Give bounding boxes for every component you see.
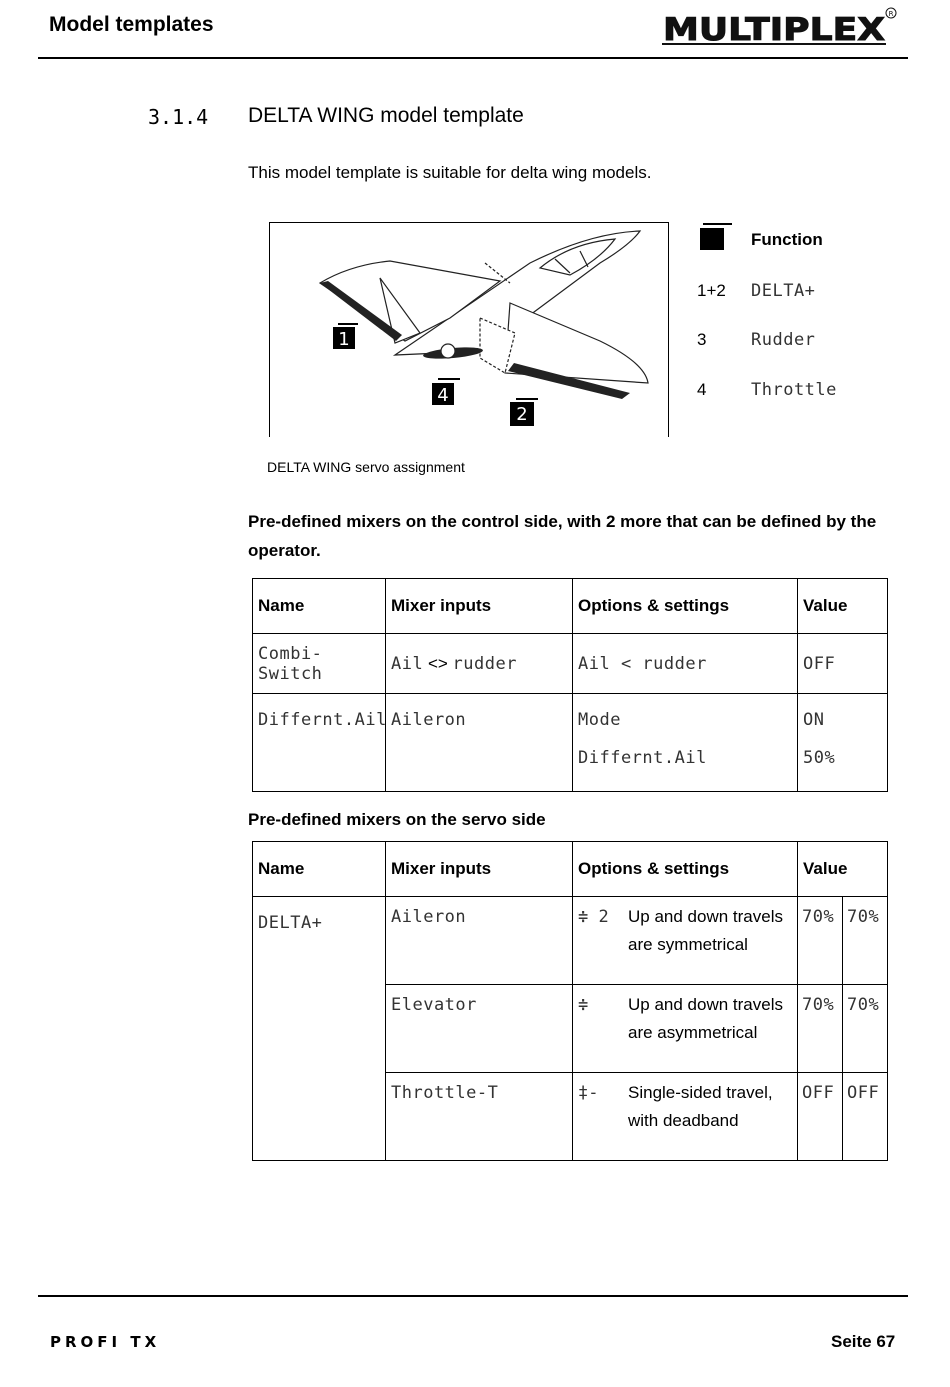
function-name: Throttle [751, 380, 837, 400]
svg-text:1: 1 [338, 329, 350, 350]
receiver-channel: 1+2 [697, 281, 726, 300]
mixer-value: 70% [847, 995, 880, 1015]
mixer-input: Aileron [391, 907, 467, 927]
figure-caption: DELTA WING servo assignment [267, 459, 465, 475]
control-mixers-table [252, 578, 888, 792]
section-number: 3.1.4 [148, 105, 209, 129]
delta-wing-illustration [270, 223, 668, 437]
mixer-value: 70% [847, 907, 880, 927]
column-header: Options & settings [573, 579, 798, 634]
mixer-option: Up and down travels are symmetrical [628, 907, 783, 954]
section-title: DELTA WING model template [248, 104, 524, 127]
mixer-input: Aileron [391, 710, 467, 730]
footer-brand: PROFI TX [50, 1333, 161, 1351]
servo-icon [700, 222, 734, 250]
mixer-value: 50% [803, 748, 836, 768]
table-row [253, 897, 888, 985]
mixer-value: 70% [802, 907, 835, 927]
mixer-value: ON [803, 710, 825, 730]
symmetric-travel-icon: ≑ 2 [578, 907, 609, 927]
column-header: Name [253, 842, 386, 897]
table-row [253, 634, 888, 694]
multiplex-logo [658, 6, 898, 46]
servo-marker-4 [432, 379, 460, 406]
mixer-option: Differnt.Ail [578, 748, 707, 768]
svg-text:2: 2 [516, 404, 528, 425]
mixer-option: Mode [578, 710, 621, 730]
function-name: DELTA+ [751, 281, 816, 301]
mixer-name: Combi-Switch [258, 643, 323, 684]
receiver-channel: 4 [697, 380, 707, 399]
page-header-title: Model templates [49, 13, 214, 36]
asymmetric-travel-icon: ≑ [578, 995, 589, 1015]
servo-marker-1 [333, 324, 358, 350]
column-header: Value [798, 842, 888, 897]
receiver-channel: 3 [697, 330, 707, 349]
mixer-input: Ail [391, 653, 424, 674]
mixer-value: OFF [802, 1083, 835, 1103]
header-rule [38, 57, 908, 59]
function-name: Rudder [751, 330, 816, 350]
servo-mixers-table [252, 841, 888, 1161]
servo-marker-2 [510, 399, 538, 426]
mixer-name: Differnt.Ail [258, 710, 387, 730]
svg-text:4: 4 [437, 385, 449, 406]
table-row [253, 694, 888, 792]
mixer-value: OFF [803, 653, 836, 674]
svg-text:R: R [888, 10, 894, 18]
mixer-name: DELTA+ [258, 913, 323, 933]
mixer-input: rudder [452, 653, 517, 674]
mixer-value: 70% [802, 995, 835, 1015]
control-mixers-heading: Pre-defined mixers on the control side, with 2 more that can be defined by the operator. [248, 512, 877, 560]
mixer-option: Ail < rudder [578, 653, 707, 674]
function-heading: Function [751, 230, 823, 249]
intro-text: This model template is suitable for delta wing models. [248, 163, 652, 182]
page-number: Seite 67 [831, 1332, 896, 1351]
column-header: Mixer inputs [386, 579, 573, 634]
mixer-input: Throttle-T [391, 1083, 499, 1103]
mixer-option: Single-sided travel, with deadband [628, 1083, 773, 1130]
footer-rule [38, 1295, 908, 1297]
delta-wing-figure [269, 222, 669, 437]
mixer-input: Elevator [391, 995, 477, 1015]
column-header: Options & settings [573, 842, 798, 897]
column-header: Value [798, 579, 888, 634]
column-header: Name [253, 579, 386, 634]
svg-text:MULTIPLEX: MULTIPLEX [663, 12, 886, 46]
column-header: Mixer inputs [386, 842, 573, 897]
mixer-input-separator: <> [427, 653, 448, 673]
single-sided-travel-icon: ‡- [578, 1083, 599, 1103]
mixer-option: Up and down travels are asymmetrical [628, 995, 783, 1042]
mixer-value: OFF [847, 1083, 880, 1103]
servo-mixers-heading: Pre-defined mixers on the servo side [248, 810, 546, 829]
